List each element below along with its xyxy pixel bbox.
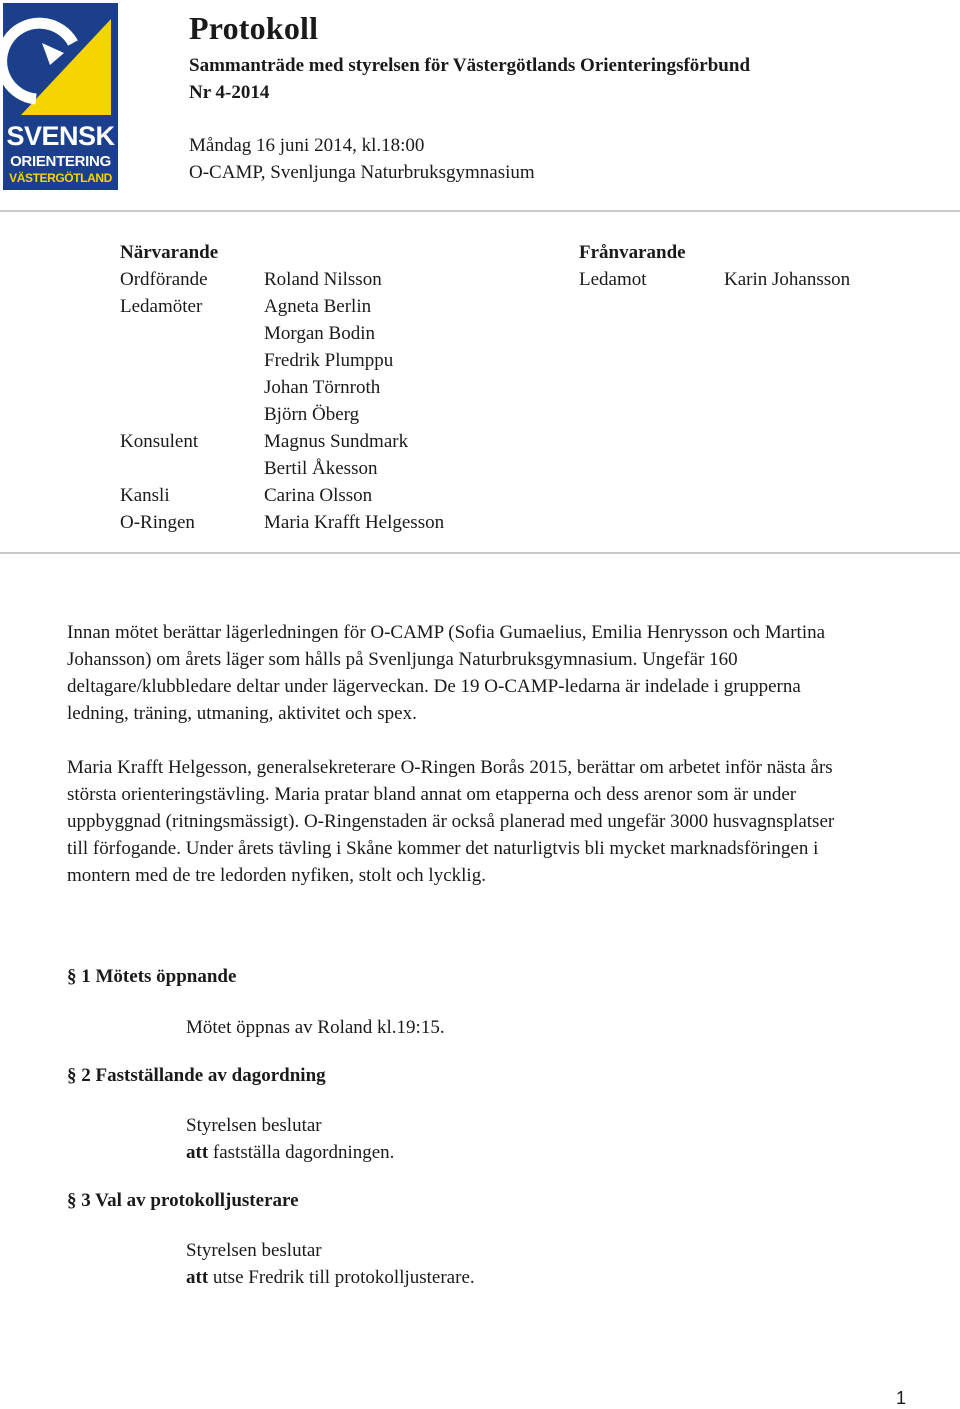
text-line: uppbyggnad (ritningsmässigt). O-Ringenstaden är också planerad med ungefär 3000 husvagnsplatser	[67, 811, 835, 832]
logo-text-svensk: SVENSK	[6, 121, 115, 151]
page-number: 1	[896, 1388, 907, 1408]
attendee-name: Roland Nilsson	[264, 269, 382, 290]
meeting-place: O-CAMP, Svenljunga Naturbruksgymnasium	[189, 162, 535, 183]
logo-text-vastergotland: VÄSTERGÖTLAND	[9, 171, 112, 185]
present-names	[264, 266, 564, 536]
meeting-subtitle: Sammanträde med styrelsen för Västergötlands Orienteringsförbund	[189, 55, 751, 76]
att-keyword: att	[186, 1142, 209, 1163]
attendee-role	[120, 347, 260, 374]
text-line: montern med de tre ledorden nyfiken, stolt och lycklig.	[67, 865, 486, 886]
section-3-title: § 3 Val av protokolljusterare	[67, 1190, 299, 1211]
attendee-role	[120, 455, 260, 482]
divider	[0, 210, 960, 212]
section-3-body	[186, 1237, 475, 1291]
decision-text	[186, 1264, 475, 1291]
att-keyword: att	[186, 1267, 209, 1288]
attendee-role	[120, 401, 260, 428]
section-2-body	[186, 1112, 394, 1166]
absent-name: Karin Johansson	[724, 269, 851, 290]
decision-line: Styrelsen beslutar	[186, 1240, 322, 1261]
attendee-name: Carina Olsson	[264, 485, 373, 506]
decision-line: Styrelsen beslutar	[186, 1115, 322, 1136]
text-line: ledning, träning, utmaning, aktivitet och spex.	[67, 703, 417, 724]
divider	[0, 552, 960, 554]
text-line: Innan mötet berättar lägerledningen för O-CAMP (Sofia Gumaelius, Emilia Henrysson och Martina	[67, 622, 826, 643]
attendee-role: Ledamöter	[120, 296, 203, 317]
intro-paragraph-ocamp	[67, 619, 907, 727]
text-line: Maria Krafft Helgesson, generalsekreterare O-Ringen Borås 2015, berättar om arbetet inför nästa års	[67, 757, 833, 778]
attendee-role: O-Ringen	[120, 512, 195, 533]
attendee-name: Björn Öberg	[264, 404, 360, 425]
present-roles	[120, 266, 260, 536]
decision-text	[186, 1139, 394, 1166]
attendee-name: Bertil Åkesson	[264, 458, 378, 479]
attendee-role	[120, 374, 260, 401]
section-2-title: § 2 Fastställande av dagordning	[67, 1065, 326, 1086]
attendee-role: Kansli	[120, 485, 170, 506]
text-line: största orienteringstävling. Maria pratar bland annat om etapperna och dess arenor som är under	[67, 784, 797, 805]
text-line: deltagare/klubbledare deltar under lägerveckan. De 19 O-CAMP-ledarna är indelade i grupperna	[67, 676, 801, 697]
present-heading: Närvarande	[120, 242, 219, 263]
logo	[3, 3, 118, 190]
absent-role: Ledamot	[579, 269, 647, 290]
intro-paragraph-oringen	[67, 754, 907, 889]
attendee-name: Agneta Berlin	[264, 296, 372, 317]
attendee-name: Magnus Sundmark	[264, 431, 409, 452]
attendee-name: Fredrik Plumppu	[264, 350, 394, 371]
section-1-body: Mötet öppnas av Roland kl.19:15.	[186, 1017, 445, 1038]
attendee-name: Johan Törnroth	[264, 377, 381, 398]
text-line: Johansson) om årets läger som hålls på Svenljunga Naturbruksgymnasium. Ungefär 160	[67, 649, 738, 670]
attendee-role: Konsulent	[120, 431, 199, 452]
meeting-date: Måndag 16 juni 2014, kl.18:00	[189, 135, 425, 156]
attendee-role: Ordförande	[120, 269, 208, 290]
section-1-title: § 1 Mötets öppnande	[67, 966, 237, 987]
attendee-name: Maria Krafft Helgesson	[264, 512, 445, 533]
compass-emblem-icon	[3, 3, 118, 121]
decision-detail: fastställa dagordningen.	[208, 1142, 395, 1163]
document-title: Protokoll	[189, 10, 319, 46]
attendee-role	[120, 320, 260, 347]
attendee-name: Morgan Bodin	[264, 323, 376, 344]
text-line: till förfogande. Under årets tävling i Skåne kommer det naturligtvis bli mycket marknadsföringen i	[67, 838, 819, 859]
protocol-number: Nr 4-2014	[189, 82, 270, 103]
logo-text-orientering: ORIENTERING	[10, 153, 111, 170]
decision-detail: utse Fredrik till protokolljusterare.	[208, 1267, 475, 1288]
absent-heading: Frånvarande	[579, 242, 686, 263]
